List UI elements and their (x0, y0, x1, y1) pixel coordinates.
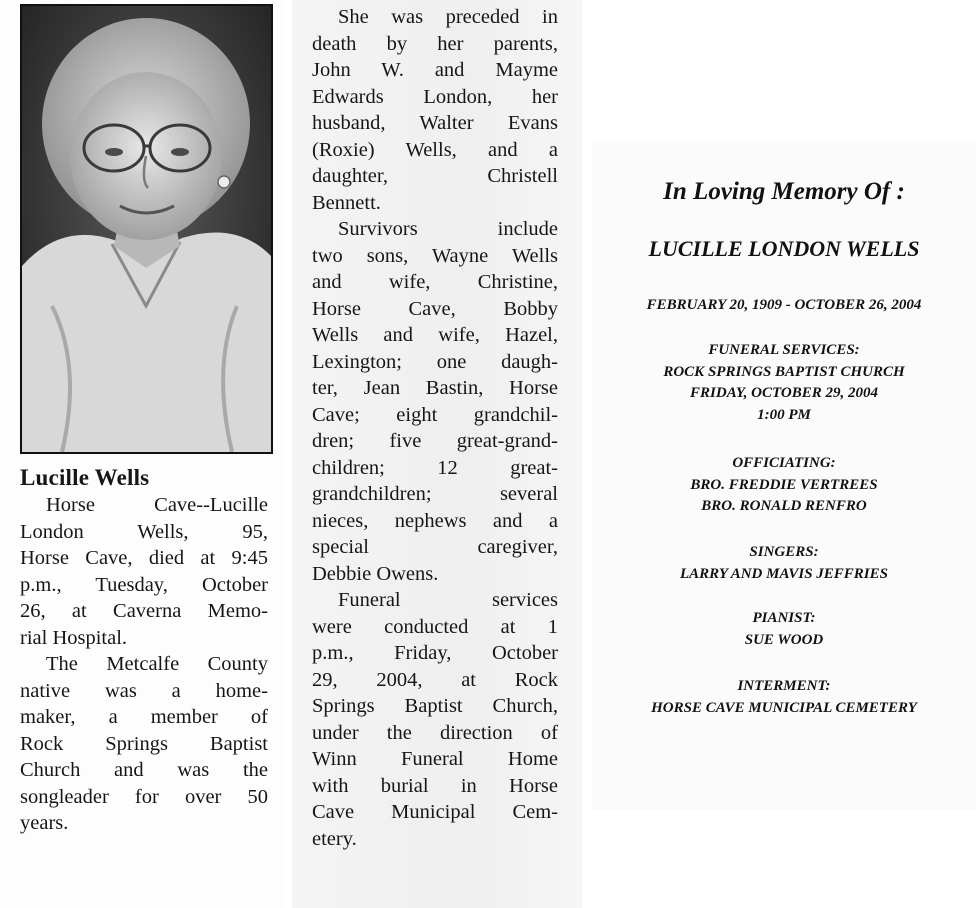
obituary-text-right (312, 4, 558, 852)
pianist-name: SUE WOOD (744, 631, 824, 648)
singers-names: LARRY AND MAVIS JEFFRIES (680, 565, 888, 582)
obituary-name-heading: Lucille Wells (20, 465, 150, 490)
text-line: Funeral services (338, 589, 558, 611)
card-name: LUCILLE LONDON WELLS (648, 236, 920, 261)
interment-block (592, 676, 976, 719)
text-line: Rock Springs Baptist (20, 732, 268, 755)
obituary-text-left (20, 492, 268, 837)
text-line: maker, a member of (20, 706, 268, 728)
text-line: Horse Cave, died at 9:45 (20, 547, 268, 569)
text-line: Horse Cave, Bobby (312, 297, 558, 320)
text-line: p.m., Friday, October (312, 642, 558, 664)
portrait-photo (20, 4, 273, 454)
text-line: Survivors include (338, 218, 558, 240)
pianist-block (592, 608, 976, 651)
text-line: children; 12 great- (312, 456, 558, 479)
text-line: 29, 2004, at Rock (312, 668, 558, 691)
text-line: under the direction of (312, 721, 558, 744)
portrait-photo-drawing (22, 6, 271, 452)
text-line: two sons, Wayne Wells (312, 244, 558, 267)
officiant-name: BRO. RONALD RENFRO (701, 498, 867, 514)
obituary-column-left (0, 0, 282, 908)
text-line: rial Hospital. (20, 626, 128, 649)
text-line: Cave; eight grandchil- (312, 403, 558, 426)
text-line: years. (20, 812, 69, 834)
text-line: Winn Funeral Home (312, 748, 558, 770)
funeral-services-block (592, 340, 976, 426)
text-line: She was preceded in (338, 6, 558, 28)
officiating-block (592, 453, 976, 518)
text-line: native was a home- (20, 679, 268, 702)
text-line: husband, Walter Evans (312, 112, 558, 134)
text-line: John W. and Mayme (312, 59, 558, 81)
text-line: (Roxie) Wells, and a (312, 138, 558, 161)
text-line: nieces, nephews and a (312, 509, 558, 532)
text-line: Lexington; one daugh- (312, 350, 558, 373)
funeral-label: FUNERAL SERVICES: (708, 342, 860, 358)
officiating-label: OFFICIATING: (732, 455, 836, 471)
pianist-label: PIANIST: (752, 610, 816, 626)
interment-label: INTERMENT: (737, 678, 831, 694)
funeral-date: FRIDAY, OCTOBER 29, 2004 (690, 385, 878, 401)
text-line: Horse Cave--Lucille (46, 494, 268, 516)
text-line: daughter, Christell (312, 165, 558, 187)
text-line: ter, Jean Bastin, Horse (312, 377, 558, 399)
funeral-church: ROCK SPRINGS BAPTIST CHURCH (663, 363, 905, 380)
text-line: special caregiver, (312, 536, 558, 558)
card-dates: FEBRUARY 20, 1909 - OCTOBER 26, 2004 (646, 297, 922, 313)
text-line: Springs Baptist Church, (312, 695, 558, 717)
text-line: were conducted at 1 (312, 615, 558, 638)
text-line: Church and was the (20, 759, 268, 781)
text-line: The Metcalfe County (46, 653, 268, 675)
text-line: London Wells, 95, (20, 520, 268, 543)
text-line: death by her parents, (312, 32, 558, 55)
singers-label: SINGERS: (749, 544, 819, 560)
text-line: with burial in Horse (312, 774, 558, 797)
text-line: Wells and wife, Hazel, (312, 324, 558, 346)
text-line: Edwards London, her (312, 85, 558, 108)
text-line: Bennett. (312, 191, 381, 214)
text-line: dren; five great-grand- (312, 430, 558, 452)
interment-place: HORSE CAVE MUNICIPAL CEMETERY (651, 699, 917, 716)
funeral-time: 1:00 PM (757, 406, 811, 423)
singers-block (592, 542, 976, 585)
text-line: grandchildren; several (312, 483, 558, 505)
text-line: p.m., Tuesday, October (20, 573, 268, 596)
memorial-card (592, 140, 976, 810)
text-line: etery. (312, 827, 357, 850)
officiant-name: BRO. FREDDIE VERTREES (690, 476, 878, 493)
text-line: Cave Municipal Cem- (312, 801, 558, 823)
text-line: Debbie Owens. (312, 562, 439, 585)
text-line: and wife, Christine, (312, 271, 558, 293)
text-line: songleader for over 50 (20, 785, 268, 808)
text-line: 26, at Caverna Memo- (20, 600, 268, 622)
card-heading: In Loving Memory Of : (663, 178, 905, 205)
